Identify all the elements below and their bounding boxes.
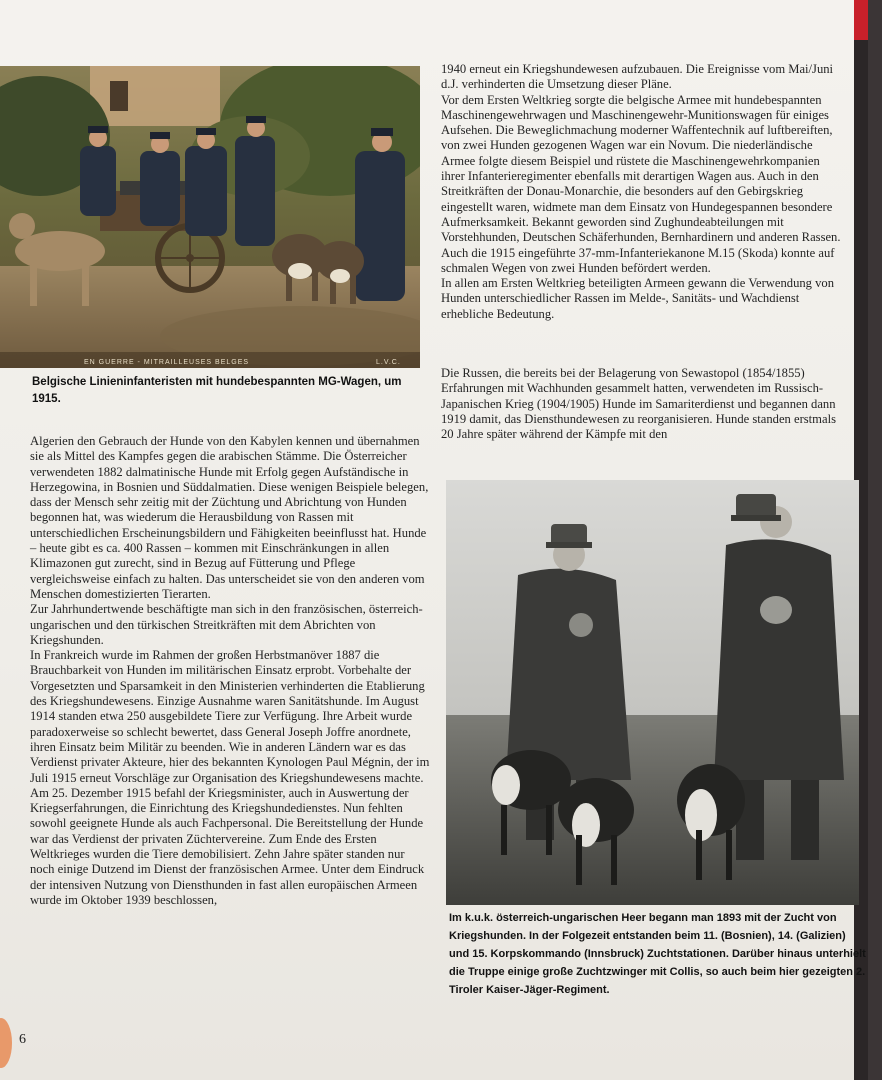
paragraph: Algerien den Gebrauch der Hunde von den Kabylen kennen und übernahmen sie als Mittel des Kampfes gegen die arabischen Stämme. Die Österreicher verwendeten 1882 dalmatinische Hunde mit Erfolg gegen Aufständische in Herzegowina, in Bosnien und Süddalmatien. Diese wenigen Beispiele belegen, dass der Mensch sehr zeitig mit der Züchtung und Abrichtung von Hunden begonnen hat, was wiederum die Herausbildung von Rassen mit unterschiedlichen Erscheinungsbildern und Fähigkeiten beeinflusst hat. Hunde – heute gibt es ca. 400 Rassen – kommen mit Einschränkungen in allen Klimazonen gut zurecht, sind in Bezug auf Fütterung und Pflege vergleichsweise einfach zu halten. Das unterscheidet sie von den anderen vom Menschen domestizierten Tierarten. [30, 434, 429, 601]
left-column [30, 434, 432, 908]
paragraph: In Frankreich wurde im Rahmen der großen Herbstmanöver 1887 die Brauchbarkeit von Hunden im militärischen Einsatz erprobt. Vorbehalte der Vorgesetzten und Sparsamkeit in den Ministerien verhinderten die Etablierung des Kriegshundewesens. Einzige Ausnahme waren Sanitätshunde. Im August 1914 standen etwa 250 ausgebildete Tiere zur Verfügung. Ihre Arbeit wurde paradoxerweise so schlecht bewertet, dass General Joseph Joffre anordnete, ihren Einsatz beim Militär zu beenden. Wie in anderen Ländern war es das Verdienst privater Akteure, hier des bekannten Kynologen Paul Mégnin, der im Juli 1915 erneut Vorschläge zur Organisation des Kriegshundewesens machte. Am 25. Dezember 1915 befahl der Kriegsminister, auch in Auswertung der Kriegserfahrungen, die Einrichtung des Kriegshundedienstes. Nun fehlten sowohl geeignete Hunde als auch Fachpersonal. Die Bereitstellung der Hunde war das Verdienst der privaten Züchtervereine. Zum Ende des Ersten Weltkrieges wurden die Tiere demobilisiert. Zehn Jahre später standen nur noch einige Dutzend im Dienst der französischen Armee. Unter dem Eindruck der intensiven Nutzung von Diensthunden in fast allen europäischen Armeen wurde im Oktober 1939 beschlossen, [30, 648, 430, 907]
paragraph: Die Russen, die bereits bei der Belagerung von Sewastopol (1854/1855) Erfahrungen mit Wachhunden gesammelt hatten, verwendeten im Russisch-Japanischen Krieg (1904/1905) Hunde im Samariterdienst und begannen dann 1919 damit, das Diensthundewesen zu reorganisieren. Hunde standen erstmals 20 Jahre später während der Kämpfe mit den [441, 366, 836, 442]
photo-tyrolean-soldiers-collies-image [446, 480, 859, 905]
paragraph: 1940 erneut ein Kriegshundewesen aufzubauen. Die Ereignisse vom Mai/Juni d.J. verhinderten die Umsetzung dieser Pläne. [441, 62, 834, 92]
photo2-caption: Im k.u.k. österreich-ungarischen Heer begann man 1893 mit der Zucht von Kriegshunden. In der Folgezeit entstanden beim 11. (Bosnien), 14. (Galizien) und 15. Korpskommando (Innsbruck) Zuchtstationen. Darüber hinaus unterhielt die Truppe einige große Zuchtzwinger mit Collis, so auch beim hier gezeigten 2. Tiroler Kaiser-Jäger-Regiment. [449, 912, 866, 996]
right-column-top [441, 62, 841, 322]
paragraph: Zur Jahrhundertwende beschäftigte man sich in den französischen, österreich-ungarischen und den türkischen Streitkräften mit dem Abrichten von Kriegshunden. [30, 602, 423, 647]
photo-belgian-mg-carts [0, 66, 420, 368]
page-edge-red [854, 0, 868, 40]
photo1-plate-text: EN GUERRE - MITRAILLEUSES BELGES [84, 359, 250, 366]
photo-tyrolean-soldiers-collies [446, 480, 859, 905]
paragraph: Vor dem Ersten Weltkrieg sorgte die belgische Armee mit hundebespannten Maschinengewehrwagen und Maschinengewehr-Munitionswagen für einiges Aufsehen. Die Beweglichmachung moderner Waffentechnik auf luftbereiften, von zwei Hunden gezogenen Wagen war ein Novum. Die niederländische Armee folgte diesem Beispiel und rüstete die Maschinengewehrkompanien ihrer Infanterieregimenter ebenfalls mit derartigen Wagen aus. Auch in den Streitkräften der Donau-Monarchie, die besonders auf den Gebirgskrieg eingestellt waren, widmete man dem Einsatz von Hundegespannen besondere Aufmerksamkeit. Bekannt geworden sind Zughundeabteilungen mit Vorstehhunden, Deutschen Schäferhunden, Bernhardinern und anderen Rassen. Auch die 1915 eingeführte 37-mm-Infanteriekanone M.15 (Skoda) konnte auf schmalen Wegen von zwei Hunden befördert werden. [441, 92, 841, 275]
right-column-mid [441, 366, 841, 442]
photo-belgian-mg-carts-image [0, 66, 420, 368]
paragraph: In allen am Ersten Weltkrieg beteiligten Armeen gewann die Verwendung von Hunden unterschiedlicher Rassen im Melde-, Sanitäts- und Wachdienst erhebliche Bedeutung. [441, 276, 835, 321]
corner-mark [0, 1018, 12, 1068]
photo1-caption: Belgische Linieninfanteristen mit hundebespannten MG-Wagen, um 1915. [32, 376, 402, 405]
photo1-plate-credit: L.V.C. [376, 359, 401, 366]
page-number: 6 [19, 1032, 26, 1047]
